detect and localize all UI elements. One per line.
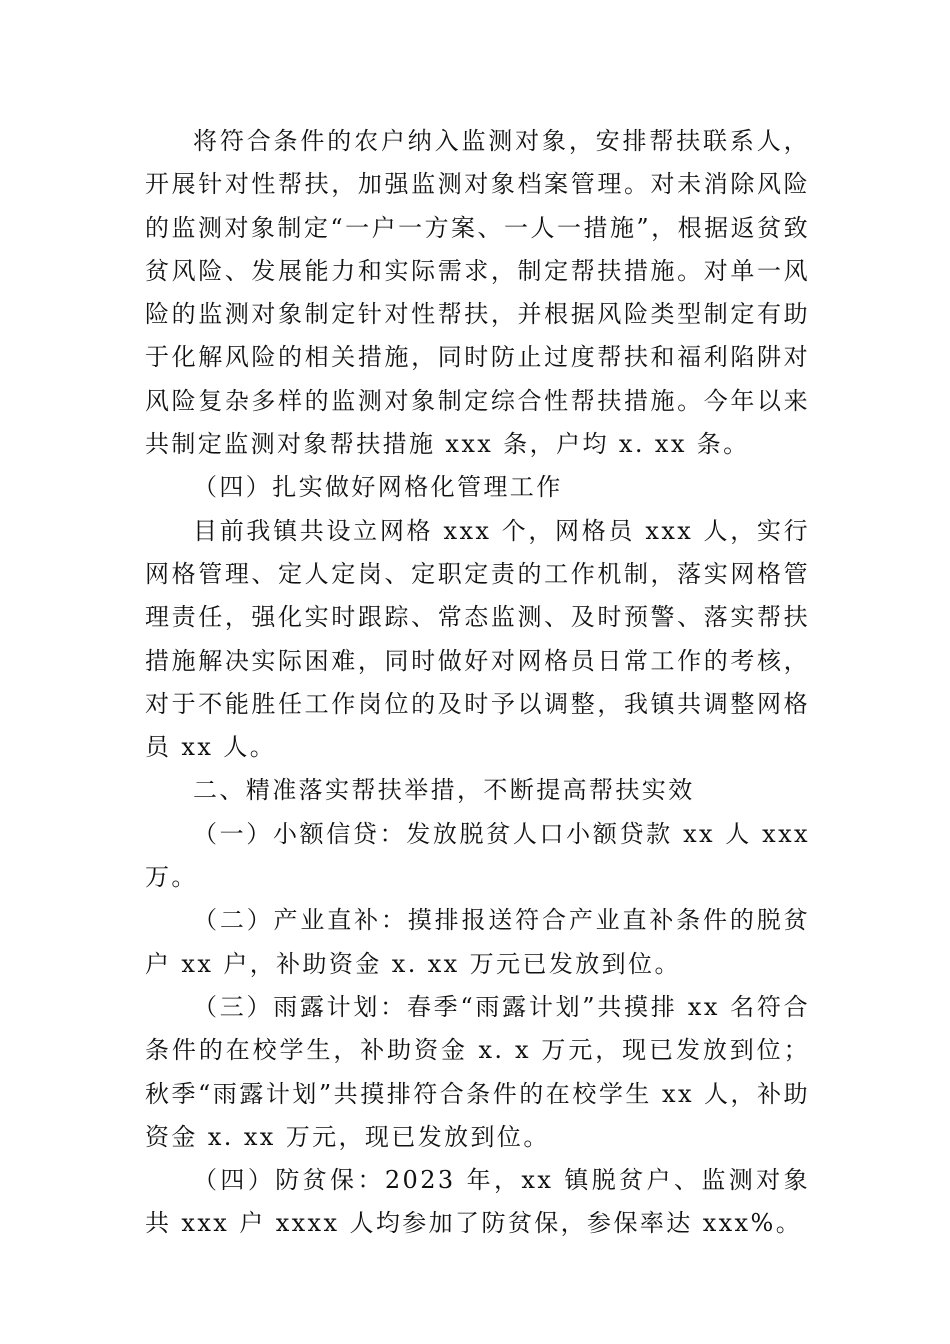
paragraph-grid-management: 目前我镇共设立网格 xxx 个，网格员 xxx 人，实行网格管理、定人定岗、定职定责的工作机制，落实网格管理责任，强化实时跟踪、常态监测、及时预警、落实帮扶措施解决实际困难，同时做好对网格员日常工作的考核，对于不能胜任工作岗位的及时予以调整，我镇共调整网格员 xx 人。 <box>145 516 810 762</box>
paragraph-industry-subsidy: （二）产业直补：摸排报送符合产业直补条件的脱贫户 xx 户，补助资金 x. xx 万元已发放到位。 <box>145 906 810 978</box>
paragraph-yulu-plan: （三）雨露计划：春季“雨露计划”共摸排 xx 名符合条件的在校学生，补助资金 x. x 万元，现已发放到位；秋季“雨露计划”共摸排符合条件的在校学生 xx 人，补助资金 x. xx 万元，现已发放到位。 <box>145 992 810 1151</box>
document-body <box>145 120 810 1246</box>
heading-section-two: 二、精准落实帮扶举措，不断提高帮扶实效 <box>193 776 695 805</box>
heading-grid-management: （四）扎实做好网格化管理工作 <box>193 473 563 502</box>
paragraph-microcredit: （一）小额信贷：发放脱贫人口小额贷款 xx 人 xxx 万。 <box>145 819 810 892</box>
paragraph-monitoring-assistance: 将符合条件的农户纳入监测对象，安排帮扶联系人，开展针对性帮扶，加强监测对象档案管理。对未消除风险的监测对象制定“一户一方案、一人一措施”，根据返贫致贫风险、发展能力和实际需求，制定帮扶措施。对单一风险的监测对象制定针对性帮扶，并根据风险类型制定有助于化解风险的相关措施，同时防止过度帮扶和福利陷阱对风险复杂多样的监测对象制定综合性帮扶措施。今年以来共制定监测对象帮扶措施 xxx 条，户均 x. xx 条。 <box>145 127 810 459</box>
paragraph-poverty-insurance: （四）防贫保：2023 年，xx 镇脱贫户、监测对象共 xxx 户 xxxx 人均参加了防贫保，参保率达 xxx%。 <box>145 1166 810 1238</box>
